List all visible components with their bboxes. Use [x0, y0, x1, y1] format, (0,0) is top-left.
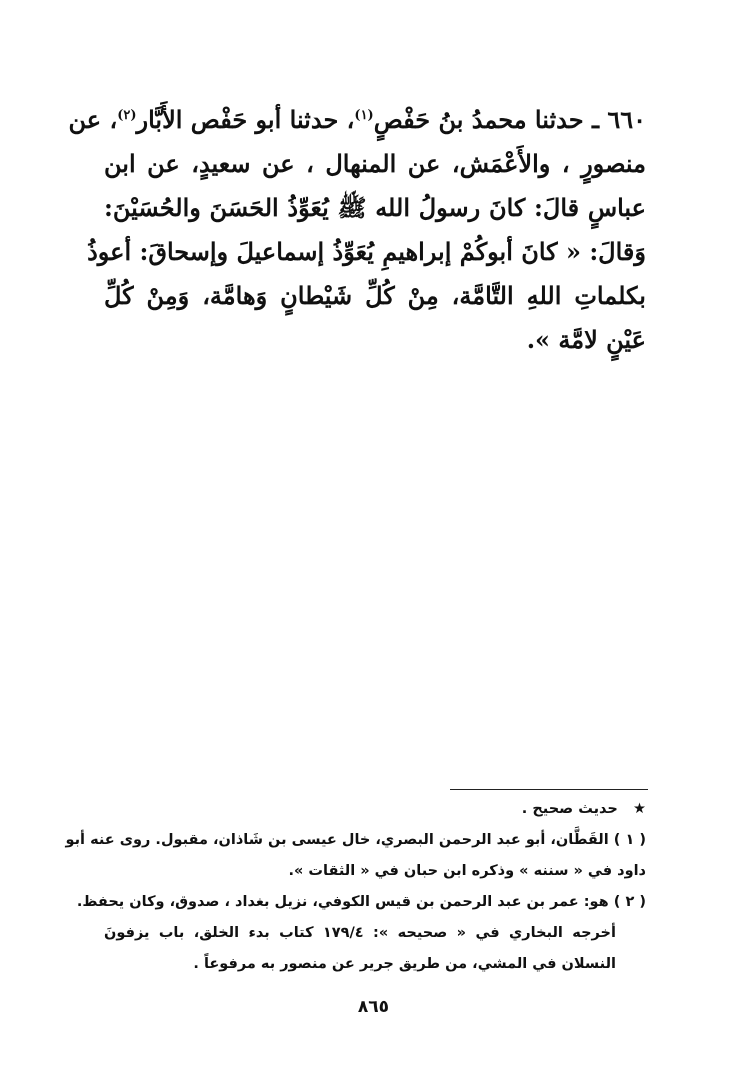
hadith-line-1-part-a: ٦٦٠ ـ حدثنا محمدُ بنُ حَفْصٍ — [373, 105, 646, 134]
grade-text: حديث صحيح . — [521, 801, 618, 817]
hadith-line-4: وَقالَ: « كانَ أبوكُمْ إبراهيمِ يُعَوِّذُ إسماعيلَ وإسحاقَ: أعوذُ — [87, 237, 646, 266]
footnote-2-line-3: النسلان في المشي، من طريق جرير عن منصور به مرفوعاً . — [193, 956, 616, 972]
footnote-2-line-2: أخرجه البخاري في « صحيحه »: ١٧٩/٤ كتاب بدء الخلق، باب يزفونَ — [104, 925, 616, 941]
footnotes — [65, 794, 646, 980]
page-number: ٨٦٥ — [357, 997, 390, 1017]
hadith-text — [68, 98, 646, 362]
footnote-1-number: ( ١ ) — [613, 832, 646, 848]
footnote-2-number: ( ٢ ) — [613, 894, 646, 910]
grade-star-icon: ★ — [633, 801, 646, 817]
footnote-2-text-1: هو: عمر بن عبد الرحمن بن قيس الكوفي، نزيل بغداد ، صدوق، وكان يحفظ. — [76, 894, 609, 910]
footnote-1-line-1 — [65, 825, 646, 856]
hadith-line-5: بكلماتِ اللهِ التَّامَّة، مِنْ كُلِّ شَيْطانٍ وَهامَّة، وَمِنْ كُلِّ — [104, 281, 646, 310]
hadith-line-2: منصورٍ ، والأَعْمَش، عن المنهال ، عن سعيدٍ، عن ابن — [104, 149, 646, 178]
hadith-line-6: عَيْنٍ لامَّة ». — [526, 325, 646, 354]
hadith-grade — [104, 794, 646, 825]
footnote-2-line-1 — [76, 887, 646, 918]
footnote-divider — [450, 789, 648, 790]
hadith-line-1-part-b: ، حدثنا أبو حَفْص الأَبَّار — [136, 105, 355, 134]
hadith-line-1 — [68, 98, 646, 142]
footnote-ref-1: (١) — [354, 108, 374, 123]
footnote-ref-2: (٢) — [117, 108, 137, 123]
hadith-line-3: عباسٍ قالَ: كانَ رسولُ الله ﷺ يُعَوِّذُ الحَسَنَ والحُسَيْنَ: — [104, 193, 646, 222]
footnote-1-text-1: القَطَّان، أبو عبد الرحمن البصري، خال عيسى بن شَاذان، مقبول. روى عنه أبو — [65, 832, 609, 848]
hadith-line-1-part-c: ، عن — [68, 105, 118, 134]
footnote-1-line-2: داود في « سننه » وذكره ابن حبان في « الثقات ». — [288, 863, 646, 879]
